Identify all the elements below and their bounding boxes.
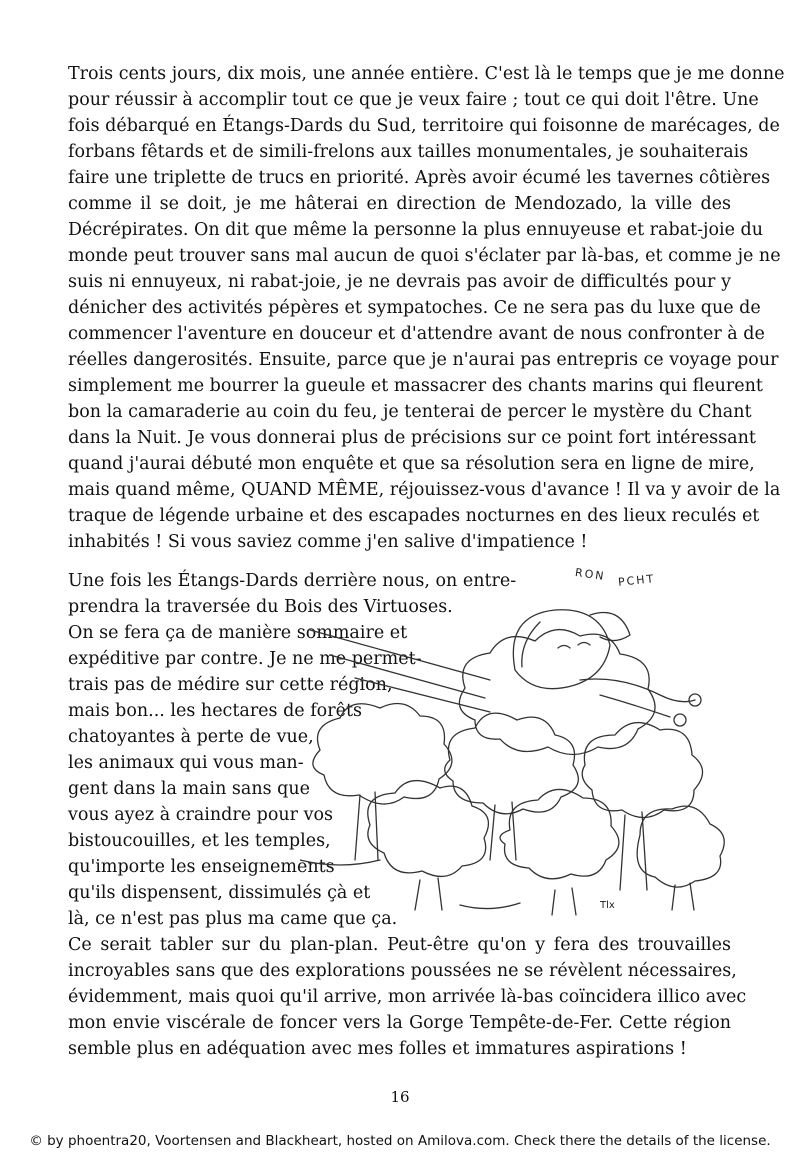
text-line: inhabités ! Si vous saviez comme j'en salive d'impatience ! <box>68 532 588 552</box>
text-line: là, ce n'est pas plus ma came que ça. <box>68 909 398 929</box>
sound-effect-text: RON <box>574 565 607 584</box>
page-number: 16 <box>390 1088 410 1106</box>
text-line: qu'importe les enseignements <box>68 857 335 877</box>
text-line: Décrépirates. On dit que même la personne la plus ennuyeuse et rabat-joie du <box>68 220 764 240</box>
text-line: pour réussir à accomplir tout ce que je veux faire ; tout ce qui doit l'être. Une <box>68 90 759 110</box>
text-line: bistoucouilles, et les temples, <box>68 831 331 851</box>
text-line: semble plus en adéquation avec mes folles et immatures aspirations ! <box>68 1039 687 1059</box>
text-line: mais quand même, QUAND MÊME, réjouissez-vous d'avance ! Il va y avoir de la <box>68 480 781 500</box>
text-line: commencer l'aventure en douceur et d'attendre avant de nous confronter à de <box>68 324 765 344</box>
text-line: On se fera ça de manière sommaire et <box>68 623 408 643</box>
text-line: Trois cents jours, dix mois, une année entière. C'est là le temps que je me donne <box>68 64 785 84</box>
text-line: trais pas de médire sur cette région, <box>68 675 393 695</box>
text-line: expéditive par contre. Je ne me permet- <box>68 649 422 669</box>
text-line: qu'ils dispensent, dissimulés çà et <box>68 883 371 903</box>
text-line: prendra la traversée du Bois des Virtuoses. <box>68 597 453 617</box>
text-line: traque de légende urbaine et des escapades nocturnes en des lieux reculés et <box>68 506 760 526</box>
text-line: mais bon... les hectares de forêts <box>68 701 362 721</box>
text-line: simplement me bourrer la gueule et massacrer des chants marins qui fleurent <box>68 376 763 396</box>
text-line: suis ni ennuyeux, ni rabat-joie, je ne devrais pas avoir de difficultés pour y <box>68 272 731 292</box>
sleeping-character-on-cloud-illustration <box>300 560 740 924</box>
text-line: bon la camaraderie au coin du feu, je tenterai de percer le mystère du Chant <box>68 402 752 422</box>
text-line: forbans fêtards et de simili-frelons aux tailles monumentales, je souhaiterais <box>68 142 749 162</box>
text-line: évidemment, mais quoi qu'il arrive, mon arrivée là-bas coïncidera illico avec <box>68 987 747 1007</box>
text-line: faire une triplette de trucs en priorité. Après avoir écumé les tavernes côtières <box>68 168 771 188</box>
text-line: gent dans la main sans que <box>68 779 310 799</box>
text-line: chatoyantes à perte de vue, <box>68 727 314 747</box>
text-line: vous ayez à craindre pour vos <box>68 805 333 825</box>
text-line: réelles dangerosités. Ensuite, parce que je n'aurai pas entrepris ce voyage pour <box>68 350 779 370</box>
text-line: monde peut trouver sans mal aucun de quoi s'éclater par là-bas, et comme je ne <box>68 246 781 266</box>
sound-effect-text: PCHT <box>617 572 656 589</box>
artist-signature: Tlx <box>600 900 615 911</box>
license-footer: © by phoentra20, Voortensen and Blackheart, hosted on Amilova.com. Check there the details of the license. <box>29 1133 771 1149</box>
text-line: dénicher des activités pépères et sympatoches. Ce ne sera pas du luxe que de <box>68 298 761 318</box>
text-line: Une fois les Étangs-Dards derrière nous, on entre- <box>68 571 517 591</box>
forest-and-cloud-icon <box>300 560 740 920</box>
text-line: mon envie viscérale de foncer vers la Gorge Tempête-de-Fer. Cette région <box>68 1013 731 1033</box>
text-line: fois débarqué en Étangs-Dards du Sud, territoire qui foisonne de marécages, de <box>68 116 780 136</box>
text-line: quand j'aurai débuté mon enquête et que sa résolution sera en ligne de mire, <box>68 454 755 474</box>
text-line: les animaux qui vous man- <box>68 753 304 773</box>
text-line: Ce serait tabler sur du plan-plan. Peut-être qu'on y fera des trouvailles <box>68 935 731 955</box>
text-line: comme il se doit, je me hâterai en direction de Mendozado, la ville des <box>68 194 731 214</box>
text-line: incroyables sans que des explorations poussées ne se révèlent nécessaires, <box>68 961 737 981</box>
text-line: dans la Nuit. Je vous donnerai plus de précisions sur ce point fort intéressant <box>68 428 756 448</box>
